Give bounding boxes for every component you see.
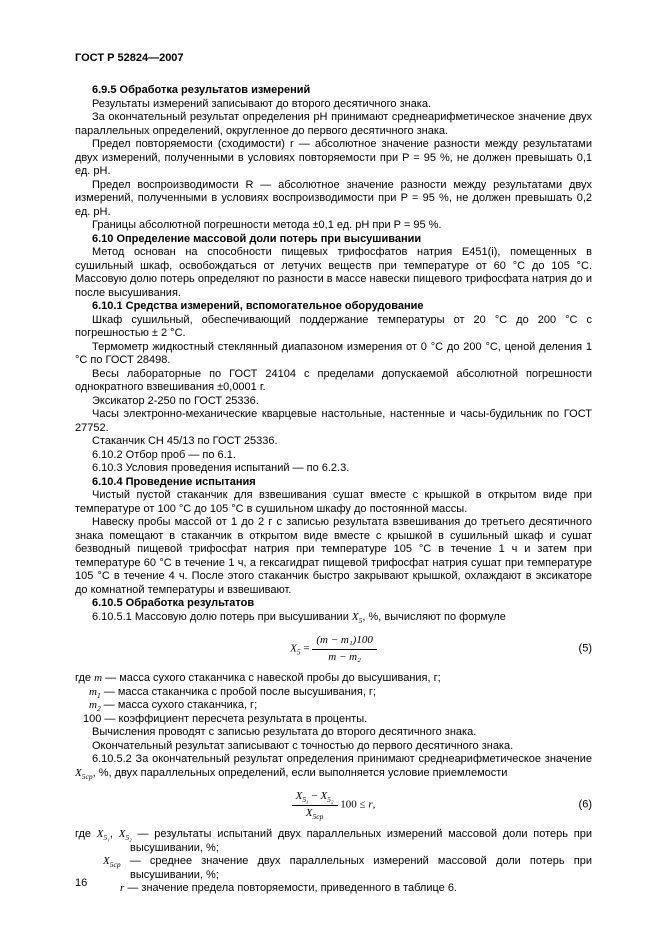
definition-item (83, 713, 592, 727)
coefficient-100: 100 (83, 712, 102, 725)
formula-tail-punct: , (372, 798, 376, 811)
fraction-denominator (292, 806, 338, 821)
variable-subscript: 5ср (109, 860, 121, 870)
paragraph: Метод основан на способности пищевых трифосфатов натрия E451(i), помещенных в сушильный шкаф, освобождаться от летучих веществ при температуре от 60 °С до 105 °С. Массовую долю потерь определяют по разности в массе навески пищевого трифосфата натрия до и после высушивания. (75, 246, 592, 299)
variable-subscript: 5ср (81, 771, 93, 781)
fraction (292, 790, 338, 820)
equation-number: (6) (578, 798, 592, 811)
definition-item (89, 686, 592, 700)
section-heading-6-10-1: 6.10.1 Средства измерений, вспомогательное оборудование (92, 300, 424, 312)
clause-text: , %, вычисляют по формуле (362, 610, 506, 623)
paragraph: Окончательный результат записывают с точностью до первого десятичного знака. (92, 739, 514, 752)
formula-5 (75, 634, 592, 664)
paragraph: Шкаф сушильный, обеспечивающий поддержание температуры от 20 °С до 200 °С с погрешностью ± 2 °С. (75, 313, 592, 339)
definition-text: — среднее значение двух параллельных измерений массовой доли потерь при высушивании, %; (129, 855, 592, 881)
equals-sign: = (303, 642, 310, 655)
paragraph: Предел повторяемости (сходимости) r — абсолютное значение разности между результатами двух измерений, полученными в условиях повторяемости при P = 95 %, не должен превышать 0,1 ед. pH. (75, 138, 592, 177)
equation-number: (5) (578, 642, 592, 655)
paragraph: Границы абсолютной погрешности метода ±0,1 ед. pH при P = 95 %. (92, 219, 442, 231)
variable-x5sr: X (103, 855, 110, 867)
variable-m2: m (89, 699, 97, 711)
variable-r: r (120, 882, 125, 894)
paragraph: Предел воспроизводимости R — абсолютное значение разности между результатами двух измерений, полученными в условиях воспроизводимости при P = 95 %, не должен превышать 0,2 ед. pH. (75, 178, 592, 218)
variable-subscript: 5₁ (103, 833, 110, 843)
clause-text: , %, двух параллельных определений, если выполняется условие приемлемости (92, 766, 508, 779)
definitions-list-formula-5 (75, 672, 592, 726)
variable-subscript: 5₁ (302, 795, 309, 805)
fraction-numerator (292, 790, 338, 806)
paragraph: За окончательный результат определения pH принимают среднеарифметическое значение двух параллельных определений, округленное до первого десятичного знака. (75, 111, 592, 137)
variable-x5sr: X (75, 766, 82, 779)
paragraph: Навеску пробы массой от 1 до 2 г с записью результата взвешивания до третьего десятичного знака помещают в стаканчик в открытом виде вместе с крышкой в сушильный шкаф и сушат безводный пищевой трифосфат натрия при температуре 105 °С в течение 1 ч и затем при температуре 60 °С в течение 1 ч, а гексагидрат пищевой трифосфат натрия сушат при температуре 105 °С в течение 4 ч. После этого стаканчик быстро закрывают крышкой, охлаждают в эксикаторе до комнатной температуры и взвешивают. (75, 516, 592, 596)
variable-subscript: 5ср (312, 811, 324, 821)
definition-item (89, 699, 592, 713)
variable-subscript: 2 (96, 704, 101, 714)
paragraph: Термометр жидкостный стеклянный диапазоном измерения от 0 °С до 200 °С, ценой деления 1 °С по ГОСТ 28498. (75, 340, 592, 366)
definition-text: — масса сухого стаканчика с навеской пробы до высушивания, г; (105, 672, 441, 684)
paragraph: Вычисления проводят с записью результата до второго десятичного знака. (92, 726, 477, 738)
section-heading-6-10-4: 6.10.4 Проведение испытания (92, 475, 256, 488)
paragraph: Весы лабораторные по ГОСТ 24104 с пределами допускаемой абсолютной погрешности однократного взвешивания ±0,0001 г. (75, 367, 592, 393)
definition-item (120, 882, 592, 896)
paragraph-6-10-5-1 (75, 611, 592, 625)
definition-lead: где (75, 828, 97, 840)
paragraph-6-10-3: 6.10.3 Условия проведения испытаний — по 6.2.3. (92, 462, 350, 474)
formula-6-expression (292, 790, 376, 820)
definition-item (75, 828, 592, 855)
paragraph: Часы электронно-механические кварцевые настольные, настенные и часы-будильник по ГОСТ 27752. (75, 408, 592, 434)
definition-text: — значение предела повторяемости, приведенного в таблице 6. (127, 882, 457, 894)
fraction (312, 634, 376, 664)
variable-x5: X (351, 610, 359, 623)
formula-lhs: X (290, 642, 297, 655)
formula-6 (75, 790, 592, 820)
variable-x51: X (295, 790, 303, 802)
variable-subscript: 5 (358, 615, 363, 625)
definition-text: — масса сухого стаканчика, г; (103, 699, 258, 711)
definition-item (75, 672, 592, 686)
document-header: ГОСТ Р 52824—2007 (75, 52, 184, 64)
variable-x5sr: X (305, 806, 313, 819)
variable-x51: X (96, 828, 104, 840)
minus-sign: − (311, 790, 318, 802)
fraction-denominator: m − m₂ (328, 650, 361, 663)
clause-text: 6.10.5.1 Массовую долю потерь при высушивании (92, 610, 352, 623)
variable-r: r (368, 798, 373, 811)
formula-tail: 100 ≤ (340, 798, 369, 811)
section-heading-6-9-5: 6.9.5 Обработка результатов измерений (92, 84, 311, 96)
definition-lead: где (75, 672, 95, 684)
section-heading-6-10-5: 6.10.5 Обработка результатов (92, 597, 255, 609)
variable-x52: X (320, 790, 328, 802)
variable-subscript: 1 (96, 690, 101, 700)
page-number: 16 (75, 876, 88, 889)
paragraph-6-10-5-2 (75, 753, 592, 780)
variable-m1: m (89, 685, 97, 698)
definition-text: — коэффициент пересчета результата в проценты. (104, 712, 368, 725)
variable-subscript: 5₂ (327, 795, 334, 805)
formula-lhs-subscript: 5 (296, 647, 301, 657)
definitions-list-formula-6 (75, 828, 592, 896)
definition-text: — результаты испытаний двух параллельных измерений массовой доли потерь при высушивании, %; (130, 828, 592, 854)
paragraph-6-10-2: 6.10.2 Отбор проб — по 6.1. (92, 448, 236, 461)
paragraph: Результаты измерений записывают до второго десятичного знака. (92, 97, 432, 110)
variable-x52: X (118, 828, 126, 840)
definition-item (103, 855, 592, 882)
variable-subscript: 5₂ (125, 833, 132, 843)
variable-m: m (94, 672, 103, 684)
paragraph: Чистый пустой стаканчик для взвешивания сушат вместе с крышкой в открытом виде при температуре от 100 °С до 105 °С в сушильном шкафу до постоянной массы. (75, 489, 592, 515)
paragraph: Эксикатор 2-250 по ГОСТ 25336. (92, 394, 259, 407)
separator: , (109, 828, 119, 840)
clause-text: 6.10.5.2 За окончательный результат определения принимают среднеарифметическое значение (92, 753, 592, 765)
paragraph: Стаканчик СН 45/13 по ГОСТ 25336. (92, 435, 278, 447)
formula-5-expression (290, 634, 377, 664)
section-heading-6-10: 6.10 Определение массовой доли потерь при высушивании (92, 232, 422, 245)
definition-text: — масса стаканчика с пробой после высушивания, г; (103, 685, 377, 698)
document-content (75, 84, 592, 896)
fraction-numerator: (m − m₁)100 (312, 634, 376, 650)
